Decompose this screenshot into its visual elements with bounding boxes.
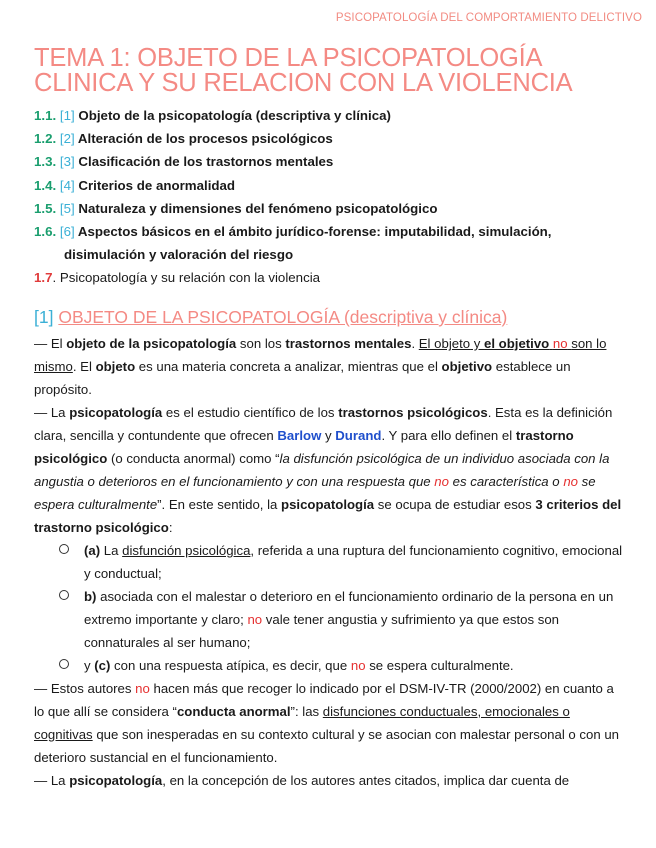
title-line-1: TEMA 1: OBJETO DE LA PSICOPATOLOGÍA xyxy=(34,44,543,72)
circle-bullet-icon xyxy=(59,544,69,554)
toc-link[interactable]: [5] xyxy=(59,200,75,216)
list-item: (a) La disfunción psicológica, referida a una ruptura del funcionamiento cognitivo, emocional y conductual; xyxy=(34,539,624,585)
paragraph: — El objeto de la psicopatología son los trastornos mentales. El objeto y el objetivo no son lo mismo. El objeto es una materia concreta a analizar, mientras que el objetivo establece un propósito. xyxy=(34,336,607,397)
chapter-title xyxy=(34,46,634,96)
body-text xyxy=(34,332,624,792)
toc-item: 1.7. Psicopatología y su relación con la violencia xyxy=(34,270,321,286)
list-item: y (c) con una respuesta atípica, es decir, que no se espera culturalmente. xyxy=(34,654,624,677)
toc-link[interactable]: [1] xyxy=(59,108,75,123)
circle-bullet-icon xyxy=(59,590,69,600)
section-heading xyxy=(34,307,507,328)
toc-item: 1.4. [4] Criterios de anormalidad xyxy=(34,177,236,193)
toc-link[interactable]: [4] xyxy=(59,177,75,193)
paragraph: — La psicopatología es el estudio científico de los trastornos psicológicos. Esta es la definición clara, sencilla y contundente que ofrecen Barlow y Durand. Y para ello definen el trastorno psicológico (o conducta anormal) como “la disfunción psicológica de un individuo asociada con la angustia o deterioros en el funcionamiento y con una respuesta que no es característica o no se espera culturalmente”. En este sentido, la psicopatología se ocupa de estudiar esos 3 criterios del trastorno psicológico: xyxy=(34,405,622,535)
section-title: OBJETO DE LA PSICOPATOLOGÍA (descriptiva y clínica) xyxy=(58,307,508,327)
list-item: b) asociada con el malestar o deterioro en el funcionamiento ordinario de la persona en un extremo importante y claro; no vale tener angustia y sufrimiento ya que estos son connaturales al ser humano; xyxy=(34,585,624,654)
toc-item: 1.2. [2] Alteración de los procesos psicológicos xyxy=(34,131,333,147)
table-of-contents xyxy=(34,104,634,290)
title-line-2: CLINICA Y SU RELACION CON LA VIOLENCIA xyxy=(34,69,573,97)
toc-item: 1.1. [1] Objeto de la psicopatología (descriptiva y clínica) xyxy=(34,108,391,123)
criteria-list xyxy=(34,539,624,677)
paragraph: — Estos autores no hacen más que recoger lo indicado por el DSM-IV-TR (2000/2002) en cuanto a lo que allí se considera “conducta anormal”: las disfunciones conductuales, emocionales o cognitivas que son inesperadas en su contexto cultural y se asocian con malestar personal o con un deterioro sustancial en el funcionamiento. xyxy=(34,681,620,765)
toc-item: 1.6. [6] Aspectos básicos en el ámbito jurídico-forense: imputabilidad, simulación, disimulación y valoración del riesgo xyxy=(34,224,552,263)
paragraph: — La psicopatología, en la concepción de los autores antes citados, implica dar cuenta de xyxy=(34,773,570,788)
toc-link[interactable]: [2] xyxy=(59,131,75,147)
toc-item: 1.3. [3] Clasificación de los trastornos mentales xyxy=(34,154,334,170)
toc-item: 1.5. [5] Naturaleza y dimensiones del fenómeno psicopatológico xyxy=(34,200,438,216)
section-ref: [1] xyxy=(34,307,54,327)
toc-link[interactable]: [3] xyxy=(59,154,75,170)
toc-link[interactable]: [6] xyxy=(59,224,75,240)
circle-bullet-icon xyxy=(59,659,69,669)
running-header: PSICOPATOLOGÍA DEL COMPORTAMIENTO DELICTIVO xyxy=(335,12,642,24)
